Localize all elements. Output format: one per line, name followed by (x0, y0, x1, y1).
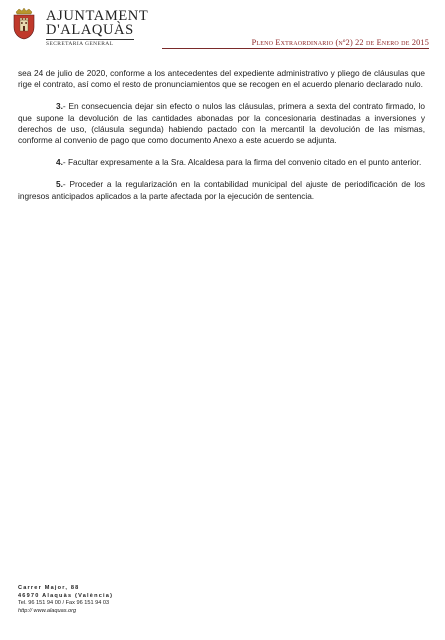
paragraph-continuation: sea 24 de julio de 2020, conforme a los antecedentes del expediente administrativo y pliego de cláusulas que rige el contrato, así como el resto de pronunciamientos que se recogen en el acuerdo plenario declarado nulo. (18, 68, 425, 90)
item-text: - En consecuencia dejar sin efecto o nulos las cláusulas, primera a sexta del contrato firmado, lo que supone la devolución de las cantidades abonadas por la concesionaria destinadas a inversiones y derechos de uso, (cláusula segunda) habiendo pactado con la mercantil la devolución de las mismas, conforme al convenio de pago que como documento Anexo a este acuerdo se adjunta. (18, 101, 425, 146)
department-name: SECRETARIA GENERAL (46, 41, 114, 47)
footer-phone: Tel. 96 151 94 00 / Fax 96 151 94 03 (18, 600, 110, 607)
meeting-title: Pleno Extraordinario (nº2) 22 de Enero de 2015 (251, 38, 429, 47)
document-body (18, 68, 425, 213)
footer-website-link[interactable]: http:// www.alaquas.org (18, 607, 77, 614)
item-number: 3. (56, 101, 63, 112)
page-header (0, 0, 445, 60)
agreement-item-3 (18, 101, 425, 146)
agreement-item-4 (18, 157, 425, 168)
header-divider (162, 48, 429, 49)
organization-name-line1: AJUNTAMENT (46, 8, 149, 24)
organization-block (46, 9, 156, 47)
footer-street: Carrer Major, 88 (18, 585, 80, 591)
item-number: 5. (56, 179, 63, 190)
footer-city: 46970 Alaquàs (València) (18, 592, 114, 599)
item-text: - Facultar expresamente a la Sra. Alcaldesa para la firma del convenio citado en el punto anterior. (62, 157, 422, 168)
page-footer (18, 585, 168, 615)
agreement-item-5 (18, 179, 425, 201)
organization-name-line2: D'ALAQUÀS (46, 22, 134, 38)
item-text: - Proceder a la regularización en la contabilidad municipal del ajuste de periodificación de los ingresos anticipados aplicados a la parte afectada por la ejecución de sentencia. (18, 179, 425, 201)
item-number: 4. (56, 157, 63, 168)
municipal-crest-icon (12, 8, 36, 40)
organization-rule (46, 39, 134, 40)
